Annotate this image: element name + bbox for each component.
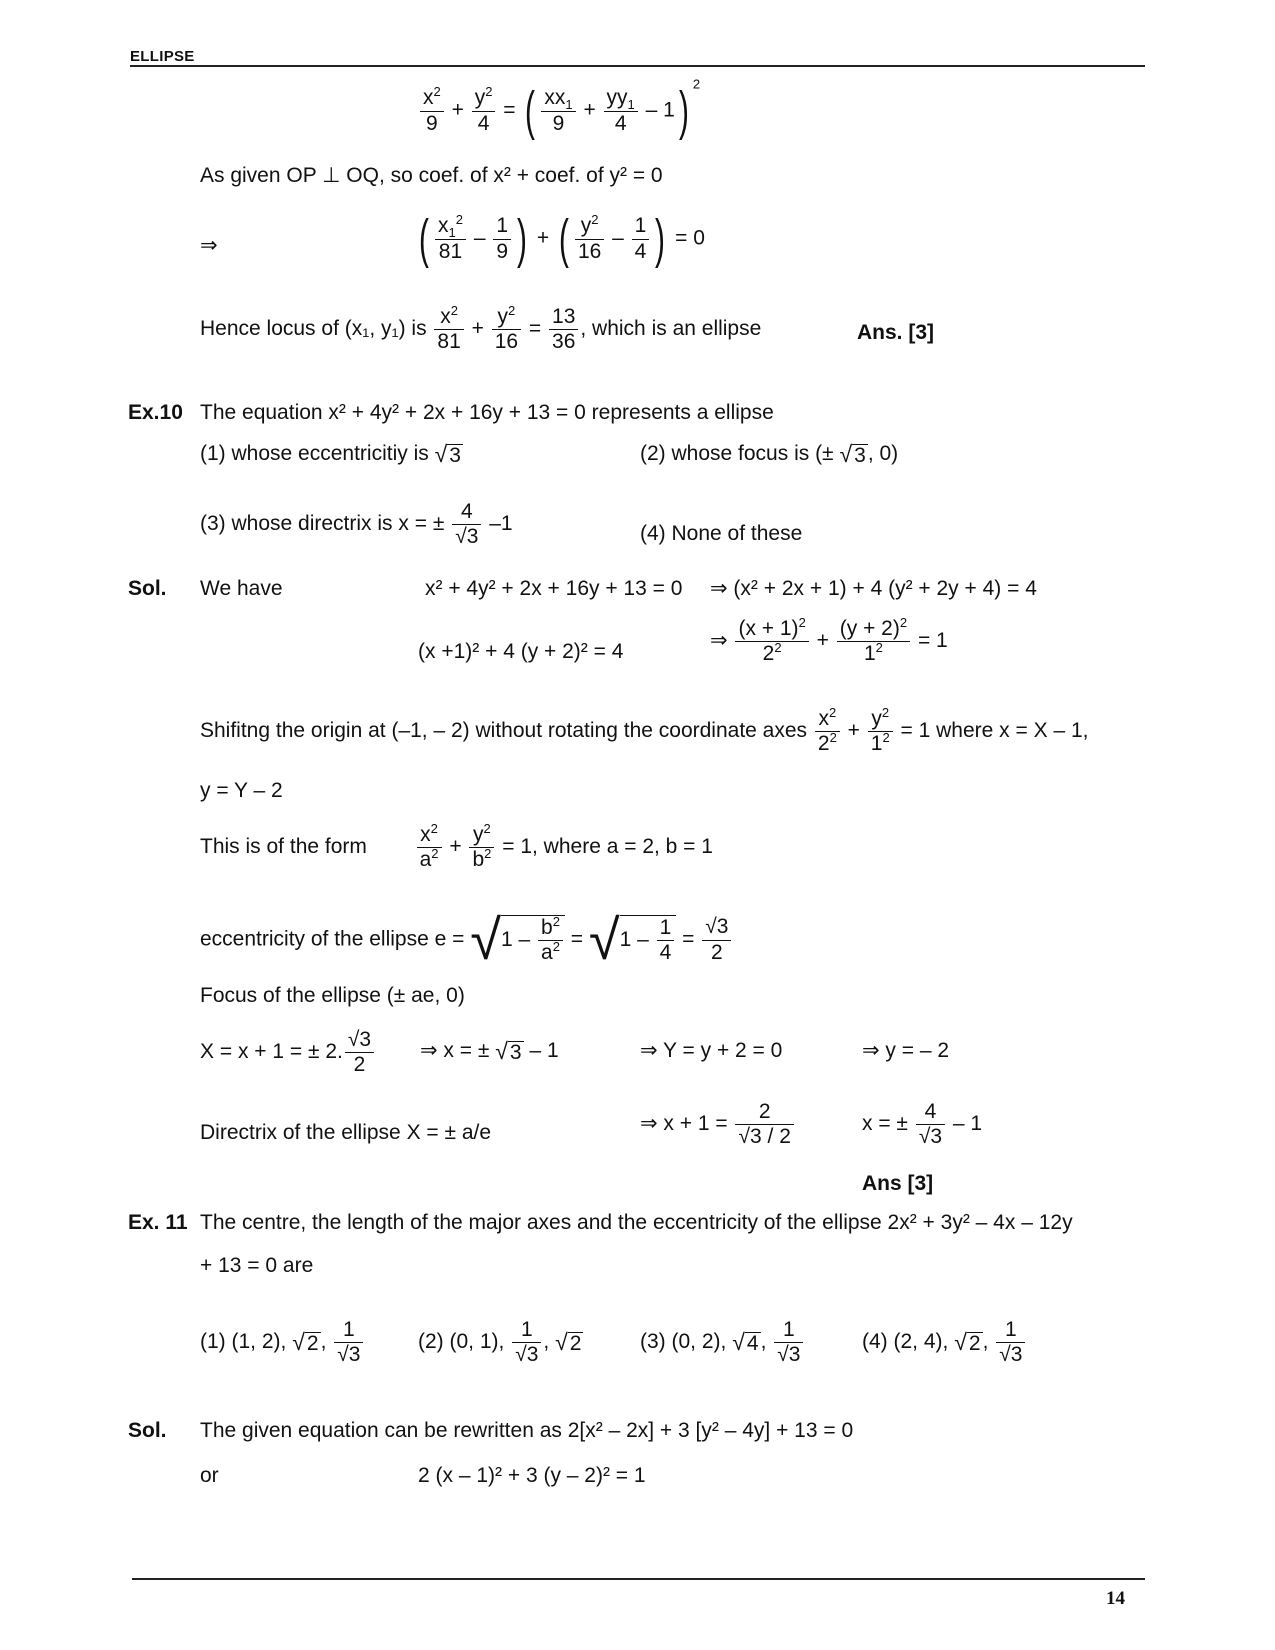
option-1-text: (1) whose eccentricitiy is — [200, 442, 429, 466]
form-tail: = 1, where a = 2, b = 1 — [502, 835, 713, 859]
focus-x-text: X = x + 1 = ± 2. — [200, 1040, 343, 1064]
option-3-tail: –1 — [489, 512, 513, 536]
eccentricity-text: eccentricity of the ellipse e = — [200, 927, 465, 951]
equation-coef-sum: ( $\frac{x_1^2}{81}$ – $\frac{1}{9}$ ) + ( $\frac{y^2}{16}$ – $\frac{1}{4}$ ) = 0 — [419, 209, 705, 269]
question-11-line1: The centre, the length of the major axes and the eccentricity of the ellipse 2x² + 3y² – 4x – 12y — [200, 1211, 1073, 1234]
standard-form: ⇒ $\frac{(x + 1)^2}{2^2}$ + $\frac{(y + 2)^2}{1^2}$ = 1 — [710, 615, 948, 666]
equals-one: = 1 — [917, 629, 948, 653]
option-4: (4) None of these — [640, 522, 803, 545]
focus-x-line: X = x + 1 = ± 2. $\frac{√3}{2}$ — [200, 1028, 376, 1077]
option-11-3: (3) (0, 2), √4, $\frac{1}{√3}$ — [640, 1318, 805, 1367]
option-11-1-text: (1) (1, 2), — [200, 1330, 287, 1354]
implies-arrow: ⇒ — [200, 234, 218, 257]
answer-label: Ans. [3] — [857, 321, 935, 344]
option-3: (3) whose directrix is x = ± $\frac{4}{√3}$ –1 — [200, 500, 513, 549]
shift-line-2: y = Y – 2 — [200, 779, 283, 802]
solution-label-11: Sol. — [128, 1419, 167, 1442]
shift-origin-line: Shifitng the origin at (–1, – 2) without rotating the coordinate axes $\frac{x^2}{2^2}$ + $\frac{y^2}{1^2}$ = 1 where x = X – 1, — [200, 705, 1089, 756]
shift-tail: = 1 where x = X – 1, — [900, 719, 1089, 743]
focus-x-solved: ⇒ x = ± √3 – 1 — [420, 1038, 559, 1064]
minus-one-2: – 1 — [952, 1112, 983, 1136]
x-plus-one: ⇒ x + 1 = — [640, 1112, 728, 1136]
shift-text: Shifitng the origin at (–1, – 2) without rotating the coordinate axes — [200, 719, 808, 743]
option-11-2-text: (2) (0, 1), — [418, 1330, 505, 1354]
directrix-result: x = ± $\frac{4}{√3}$ – 1 — [862, 1100, 983, 1149]
directrix-line: Directrix of the ellipse X = ± a/e — [200, 1121, 492, 1144]
or-text: or — [200, 1464, 219, 1487]
example-label: Ex.10 — [128, 401, 183, 424]
option-11-4: (4) (2, 4), √2, $\frac{1}{√3}$ — [862, 1318, 1027, 1367]
x-equals-pm: x = ± — [862, 1112, 908, 1136]
option-11-2: (2) (0, 1), $\frac{1}{√3}$ , √2 — [418, 1318, 582, 1367]
form-text: This is of the form — [200, 835, 367, 859]
x-equals-text: ⇒ x = ± — [420, 1039, 490, 1063]
focus-line: Focus of the ellipse (± ae, 0) — [200, 984, 465, 1007]
solution-11-line1: The given equation can be rewritten as 2[x² – 2x] + 3 [y² – 4y] + 13 = 0 — [200, 1419, 854, 1442]
option-11-1: (1) (1, 2), √2, $\frac{1}{√3}$ — [200, 1318, 365, 1367]
equals-zero: = 0 — [675, 226, 705, 250]
page-number: 14 — [1106, 1588, 1125, 1609]
solution-11-line2: 2 (x – 1)² + 3 (y – 2)² = 1 — [418, 1464, 646, 1487]
footer-rule — [132, 1578, 1145, 1580]
option-11-4-text: (4) (2, 4), — [862, 1330, 949, 1354]
option-1: (1) whose eccentricitiy is √3 — [200, 441, 461, 467]
running-header: ELLIPSE — [130, 48, 195, 65]
completed-square: ⇒ (x² + 2x + 1) + 4 (y² + 2y + 4) = 4 — [710, 577, 1037, 600]
we-have-text: We have — [200, 577, 283, 600]
question-text: The equation x² + 4y² + 2x + 16y + 13 = 0 represents a ellipse — [200, 401, 774, 424]
equation-chord-of-contact: $\frac{x^2}{9}$ + $\frac{y^2}{4}$ = ( $\frac{xx_1}{9}$ + $\frac{yy_1}{4}$ – 1) $^2$ — [418, 84, 700, 138]
squared-form: (x +1)² + 4 (y + 2)² = 4 — [418, 640, 624, 663]
option-11-3-text: (3) (0, 2), — [640, 1330, 727, 1354]
y-value: ⇒ y = – 2 — [862, 1039, 950, 1062]
example-label-11: Ex. 11 — [128, 1211, 188, 1234]
y-shift: ⇒ Y = y + 2 = 0 — [640, 1039, 783, 1062]
locus-text: Hence locus of (x₁, y₁) is — [200, 317, 427, 341]
perpendicular-condition: As given OP ⊥ OQ, so coef. of x² + coef. of y² = 0 — [200, 164, 663, 187]
question-11-line2: + 13 = 0 are — [200, 1254, 314, 1277]
locus-line: Hence locus of (x₁, y₁) is $\frac{x^2}{81}$ + $\frac{y^2}{16}$ = $\frac{13}{36}$ , which is an ellipse — [200, 303, 762, 354]
option-3-text: (3) whose directrix is x = ± — [200, 512, 445, 536]
directrix-solve: ⇒ x + 1 = $\frac{2}{√3 / 2}$ — [640, 1100, 796, 1149]
locus-suffix: , which is an ellipse — [580, 317, 762, 341]
implies-arrow-2: ⇒ — [710, 629, 728, 653]
answer-label-2: Ans [3] — [862, 1172, 934, 1195]
form-line: This is of the form $\frac{x^2}{a^2}$ + $\frac{y^2}{b^2}$ = 1, where a = 2, b = 1 — [200, 821, 713, 872]
option-2: (2) whose focus is (± √3, 0) — [640, 441, 899, 467]
minus-one: – 1 — [529, 1039, 559, 1063]
option-2-text: (2) whose focus is (± — [640, 442, 834, 466]
eccentricity-line: eccentricity of the ellipse e = √1 – $\frac{b^2}{a^2}$ = √1 – $\frac{1}{4}$ = $\frac{√3}{2}$ — [200, 912, 733, 968]
given-equation: x² + 4y² + 2x + 16y + 13 = 0 — [425, 577, 683, 600]
header-rule — [130, 65, 1145, 67]
solution-label: Sol. — [128, 577, 167, 600]
option-2-tail: , 0) — [867, 442, 899, 466]
